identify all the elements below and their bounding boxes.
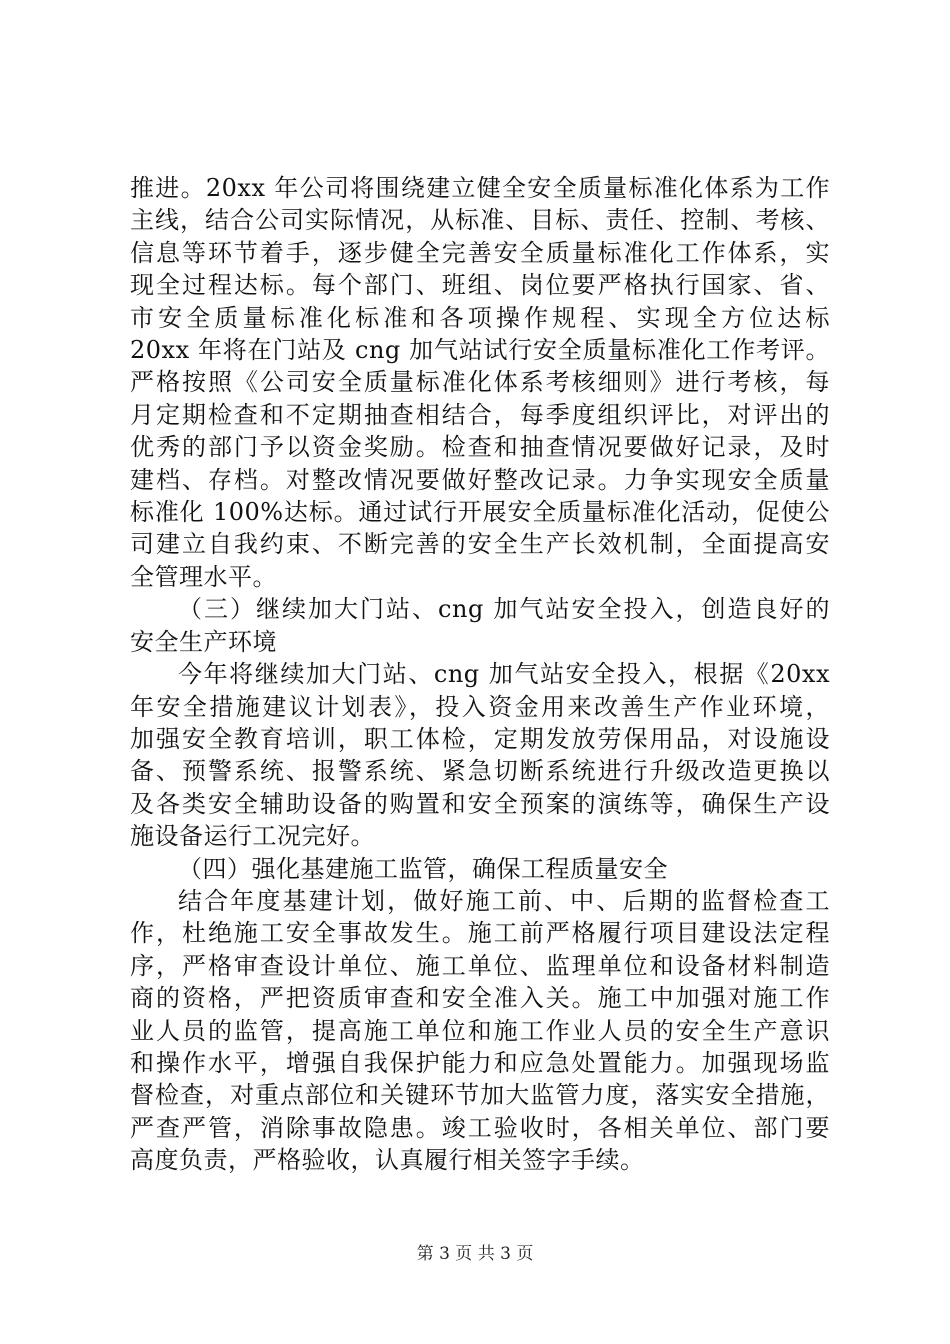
text-line: 及各类安全辅助设备的购置和安全预案的演练等，确保生产设	[130, 789, 830, 818]
text-line: （三）继续加大门站、cng 加气站安全投入，创造良好的	[178, 595, 830, 624]
text-line: 标准化 100%达标。通过试行开展安全质量标准化活动，促使公	[130, 498, 830, 527]
text-line: 20xx 年将在门站及 cng 加气站试行安全质量标准化工作考评。	[130, 336, 830, 365]
text-line: 年安全措施建议计划表》，投入资金用来改善生产作业环境，	[130, 692, 830, 721]
document-body	[130, 172, 830, 1177]
text-line: 作，杜绝施工安全事故发生。施工前严格履行项目建设法定程	[130, 919, 830, 948]
text-line: 安全生产环境	[130, 627, 277, 656]
text-line: 市安全质量标准化标准和各项操作规程、实现全方位达标	[130, 303, 830, 332]
text-line: 建档、存档。对整改情况要做好整改记录。力争实现安全质量	[130, 465, 830, 494]
text-line: 主线，结合公司实际情况，从标准、目标、责任、控制、考核、	[130, 206, 830, 235]
text-line: 现全过程达标。每个部门、班组、岗位要严格执行国家、省、	[130, 271, 830, 300]
text-line: 严格按照《公司安全质量标准化体系考核细则》进行考核，每	[130, 368, 830, 397]
text-line: 督检查，对重点部位和关键环节加大监管力度，落实安全措施，	[130, 1081, 830, 1110]
text-line: 优秀的部门予以资金奖励。检查和抽查情况要做好记录，及时	[130, 433, 830, 462]
text-line: 结合年度基建计划，做好施工前、中、后期的监督检查工	[178, 886, 830, 915]
text-line: 加强安全教育培训，职工体检，定期发放劳保用品，对设施设	[130, 724, 830, 753]
text-line: 严查严管，消除事故隐患。竣工验收时，各相关单位、部门要	[130, 1113, 830, 1142]
text-line: 月定期检查和不定期抽查相结合，每季度组织评比，对评出的	[130, 400, 830, 429]
text-line: 信息等环节着手，逐步健全完善安全质量标准化工作体系，实	[130, 238, 830, 267]
text-line: 和操作水平，增强自我保护能力和应急处置能力。加强现场监	[130, 1048, 830, 1077]
text-line: 备、预警系统、报警系统、紧急切断系统进行升级改造更换以	[130, 757, 830, 786]
text-line: 司建立自我约束、不断完善的安全生产长效机制，全面提高安	[130, 530, 830, 559]
text-line: 全管理水平。	[130, 562, 277, 591]
text-line: （四）强化基建施工监管，确保工程质量安全	[178, 854, 668, 883]
text-line: 今年将继续加大门站、cng 加气站安全投入，根据《20xx	[178, 660, 830, 689]
text-line: 商的资格，严把资质审查和安全准入关。施工中加强对施工作	[130, 984, 830, 1013]
text-line: 序，严格审查设计单位、施工单位、监理单位和设备材料制造	[130, 951, 830, 980]
text-line: 施设备运行工况完好。	[130, 822, 375, 851]
text-line: 业人员的监管，提高施工单位和施工作业人员的安全生产意识	[130, 1016, 830, 1045]
text-line: 推进。20xx 年公司将围绕建立健全安全质量标准化体系为工作	[130, 174, 830, 202]
page-footer: 第 3 页 共 3 页	[416, 1244, 534, 1264]
text-line: 高度负责，严格验收，认真履行相关签字手续。	[130, 1146, 645, 1175]
